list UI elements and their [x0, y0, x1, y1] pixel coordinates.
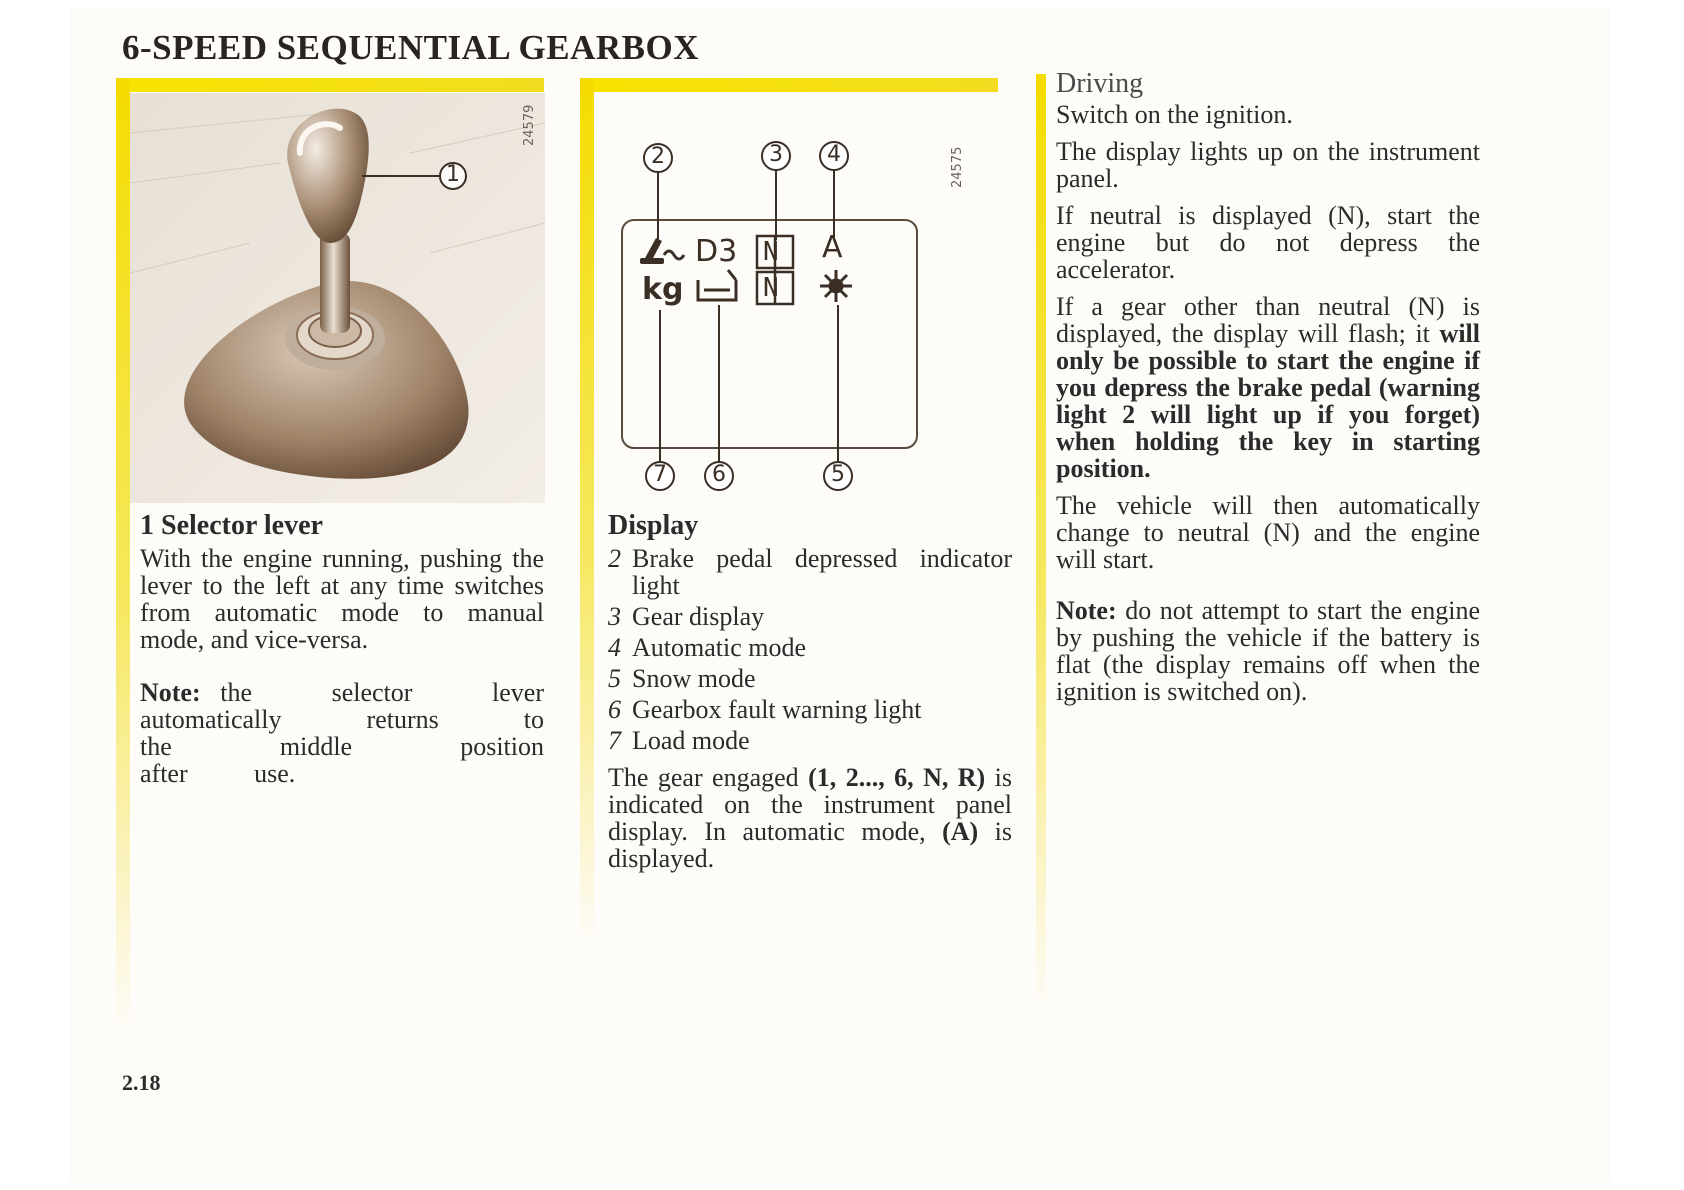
brake-pedal-icon [640, 238, 684, 264]
callout-6: 6 [712, 462, 726, 487]
page-number: 2.18 [122, 1070, 161, 1095]
gearbox-fault-icon [698, 270, 736, 300]
figure-number: 24579 [522, 104, 537, 146]
column1-side-rule [116, 78, 130, 1038]
list-item: 6 Gearbox fault warning light [608, 695, 922, 724]
selector-lever-paragraph: With the engine running, pushing the lever to the left at any time switches from automatic mode to manual mode, and vice-versa. [140, 544, 544, 654]
note-label: Note: [140, 678, 201, 707]
list-item: 4 Automatic mode [608, 633, 807, 662]
driving-p5: The vehicle will then automatically change to neutral (N) and the engine will start. [1056, 491, 1481, 574]
selector-lever-figure [130, 93, 545, 503]
driving-p3: If neutral is displayed (N), start the engine but do not depress the accelerator. [1056, 201, 1480, 284]
display-heading: Display [608, 510, 699, 541]
callout-3: 3 [769, 142, 783, 167]
callout-1: 1 [446, 162, 460, 187]
display-figure [600, 100, 995, 500]
page-title: 6-SPEED SEQUENTIAL GEARBOX [122, 28, 700, 67]
column2-side-rule [580, 78, 594, 948]
driving-heading: Driving [1056, 68, 1144, 99]
driving-p4: If a gear other than neutral (N) is displayed, the display will flash; it will only be possible to start the engine if you depress the brake pedal (warning light 2 will light up if you forget) when holding the key in starting position. [1056, 292, 1481, 483]
callout-7: 7 [653, 462, 667, 487]
d3-label: D3 [695, 234, 738, 269]
driving-section [1056, 70, 1480, 705]
gear-bottom-label: N [763, 273, 779, 303]
automatic-label: A [822, 230, 843, 265]
snow-mode-icon [820, 270, 852, 302]
display-section [608, 512, 1012, 872]
driving-p2: The display lights up on the instrument panel. [1056, 137, 1480, 193]
gear-top-label: N [763, 237, 779, 267]
selector-lever-heading: 1 Selector lever [140, 510, 323, 541]
callout-5: 5 [831, 462, 845, 487]
column3-side-rule [1036, 74, 1046, 1014]
list-item: 7 Load mode [608, 726, 750, 755]
callout-4: 4 [827, 142, 841, 167]
callout-2: 2 [651, 144, 665, 169]
list-item: 2 Brake pedal depressed indicator light [608, 544, 1012, 600]
selector-lever-note [140, 679, 544, 787]
display-list [608, 545, 1012, 754]
column1-top-rule [116, 78, 544, 92]
driving-p1: Switch on the ignition. [1056, 100, 1293, 129]
load-label: kg [642, 272, 684, 307]
note-text: the selector lever automatically returns to the middle position after use. [140, 678, 544, 788]
list-item: 3 Gear display [608, 602, 765, 631]
column2-top-rule [580, 78, 998, 92]
list-item: 5 Snow mode [608, 664, 756, 693]
driving-note: Note: do not attempt to start the engine by pushing the vehicle if the battery is flat (the display remains off when the ignition is switched on). [1056, 596, 1480, 706]
figure-number: 24575 [950, 146, 965, 188]
gear-engaged-paragraph: The gear engaged (1, 2..., 6, N, R) is indicated on the instrument panel display. In automatic mode, (A) is displayed. [608, 763, 1013, 873]
selector-lever-section [140, 512, 544, 787]
